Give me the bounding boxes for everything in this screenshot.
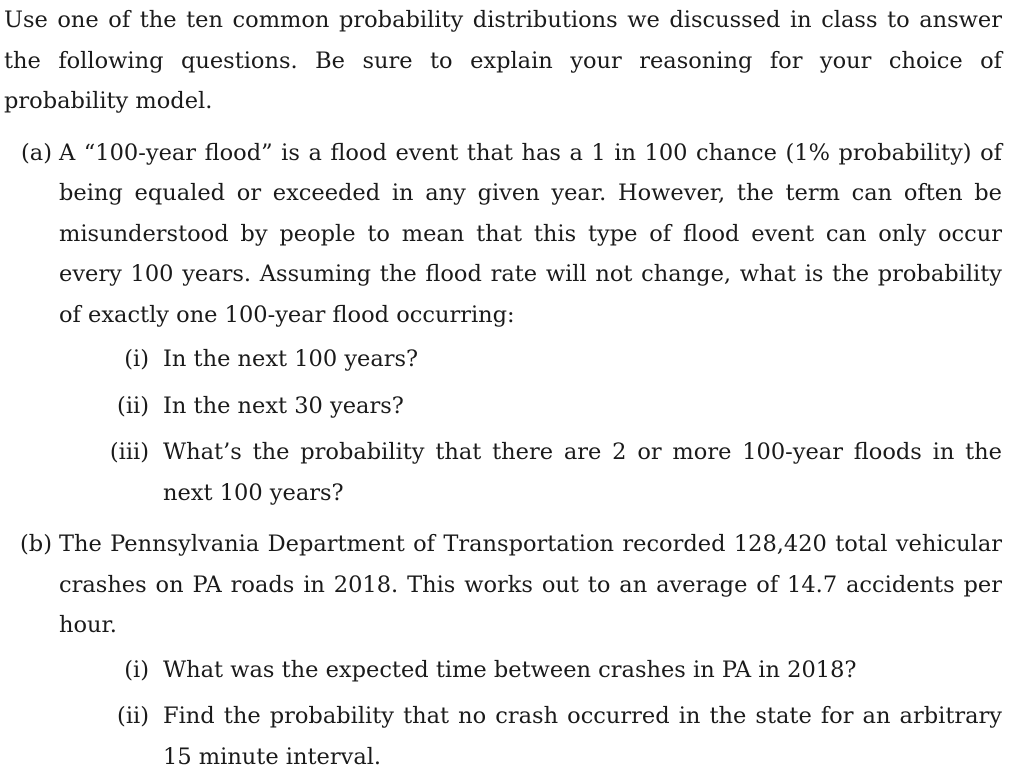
part-b-sub-i-label: (i) (124, 656, 149, 683)
part-b-text: The Pennsylvania Department of Transportation recorded 128,420 total vehicular crashes on PA roads in 2018. This works out to an average of 14.7 accidents per hour. (59, 531, 1002, 638)
part-a-text: A “100-year flood” is a flood event that has a 1 in 100 chance (1% probability) of being equaled or exceeded in any given year. However, the term can often be misunderstood by people to mean that this type of flood event can only occur every 100 years. Assuming the flood rate will not change, what is the probability of exactly one 100-year flood occurring: (59, 139, 1002, 328)
intro-paragraph: Use one of the ten common probability distributions we discussed in class to answer the following questions. Be sure to explain your reasoning for your choice of probability model. (4, 7, 1002, 114)
question-part-a (4, 133, 1002, 514)
part-b-sub-ii-text: Find the probability that no crash occurred in the state for an arbitrary 15 minute interval. (163, 703, 1002, 770)
part-a-sub-i-text: In the next 100 years? (163, 346, 419, 372)
part-a-sub-iii (59, 432, 1002, 513)
part-b-label: (b) (20, 531, 52, 557)
part-a-sub-i-label: (i) (124, 346, 149, 372)
part-b-sub-ii (59, 696, 1002, 777)
part-b-sub-i-text: What was the expected time between crashes in PA in 2018? (163, 656, 857, 683)
part-b-sub-ii-label: (ii) (117, 703, 149, 729)
part-b-sub-i (59, 650, 1002, 691)
part-a-label: (a) (21, 139, 52, 166)
part-a-sub-ii (59, 386, 1002, 427)
part-a-sub-iii-label: (iii) (109, 439, 149, 465)
part-a-sub-i (59, 339, 1002, 380)
question-part-b (4, 524, 1002, 777)
problem-document (4, 0, 1002, 777)
part-a-sub-ii-label: (ii) (117, 392, 149, 419)
part-a-sub-iii-text: What’s the probability that there are 2 or more 100-year floods in the next 100 years? (163, 439, 1002, 506)
part-a-sub-ii-text: In the next 30 years? (163, 392, 404, 419)
